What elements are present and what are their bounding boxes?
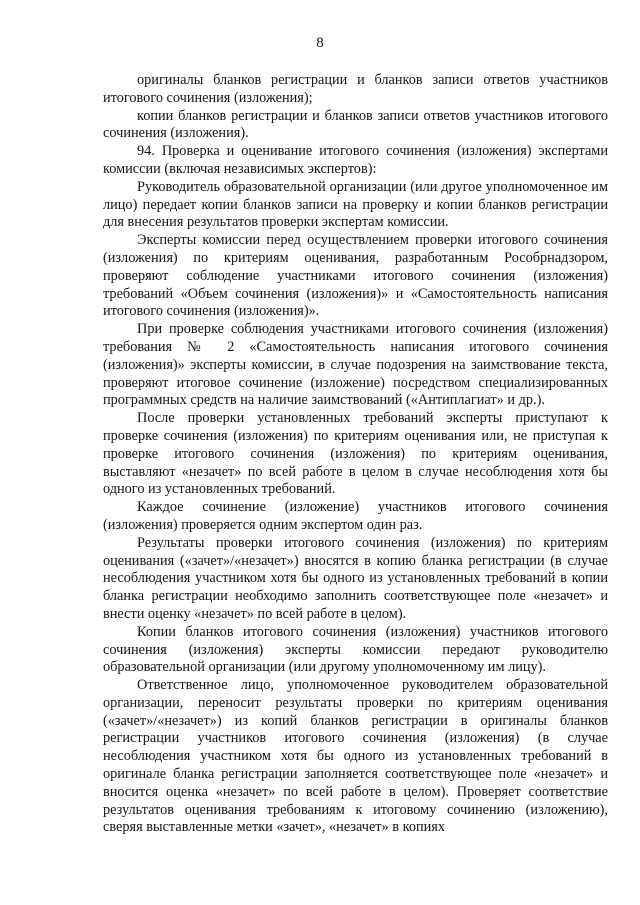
paragraph-copies-transfer: Копии бланков итогового сочинения (изложения) участников итогового сочинения (изложения) эксперты комиссии передают руководителю образовательной организации (или другому уполномоченному им лицу). xyxy=(103,623,608,676)
paragraph-plagiarism-check: При проверке соблюдения участниками итогового сочинения (изложения) требования № 2 «Самостоятельность написания итогового сочинения (изложения)» эксперты комиссии, в случае подозрения на заимствование текста, проверяют итоговое сочинение (изложение) посредством специализированных программных средств на наличие заимствований («Антиплагиат» и др.). xyxy=(103,321,608,409)
document-body xyxy=(103,72,608,837)
paragraph-results-entry: Результаты проверки итогового сочинения (изложения) по критериям оценивания («зачет»/«незачет») вносятся в копию бланка регистрации (в случае несоблюдения участником хотя бы одного из установленных требований в копии бланка регистрации необходимо заполнить соответствующее поле «незачет» и внести оценку «незачет» по всей работе в целом). xyxy=(103,534,608,622)
paragraph-copies: копии бланков регистрации и бланков записи ответов участников итогового сочинения (изложения). xyxy=(103,107,608,142)
paragraph-originals: оригиналы бланков регистрации и бланков записи ответов участников итогового сочинения (изложения); xyxy=(103,72,608,106)
page-number: 8 xyxy=(316,35,324,51)
paragraph-item-94: 94. Проверка и оценивание итогового сочинения (изложения) экспертами комиссии (включая независимых экспертов): xyxy=(103,143,608,177)
paragraph-head-transfers: Руководитель образовательной организации (или другое уполномоченное им лицо) передает копии бланков записи на проверку и копии бланков регистрации для внесения результатов проверки экспертам комиссии. xyxy=(103,178,608,231)
paragraph-experts-check: Эксперты комиссии перед осуществлением проверки итогового сочинения (изложения) по критериям оценивания, разработанным Рособрнадзором, проверяют соблюдение участниками итогового сочинения (изложения) требований «Объем сочинения (изложения)» и «Самостоятельность написания итогового сочинения (изложения)». xyxy=(103,232,608,320)
paragraph-single-check: Каждое сочинение (изложение) участников итогового сочинения (изложения) проверяется одним экспертом один раз. xyxy=(103,499,608,533)
paragraph-after-check: После проверки установленных требований эксперты приступают к проверке сочинения (изложения) по критериям оценивания или, не приступая к проверке итогового сочинения (изложения) по критериям оценивания, выставляют «незачет» по всей работе в целом в случае несоблюдения хотя бы одного из установленных требований. xyxy=(103,410,608,498)
paragraph-responsible-person: Ответственное лицо, уполномоченное руководителем образовательной организации, переносит результаты проверки по критериям оценивания («зачет»/«незачет») из копий бланков регистрации в оригиналы бланков регистрации участников итогового сочинения (изложения) (в случае несоблюдения участником хотя бы одного из установленных требований в оригинале бланка регистрации заполняется соответствующее поле «незачет» и вносится оценка «незачет» по всей работе в целом). Проверяет соответствие результатов оценивания требованиям к итоговому сочинению (изложению), сверяя выставленные метки «зачет», «незачет» в копиях xyxy=(103,677,608,836)
